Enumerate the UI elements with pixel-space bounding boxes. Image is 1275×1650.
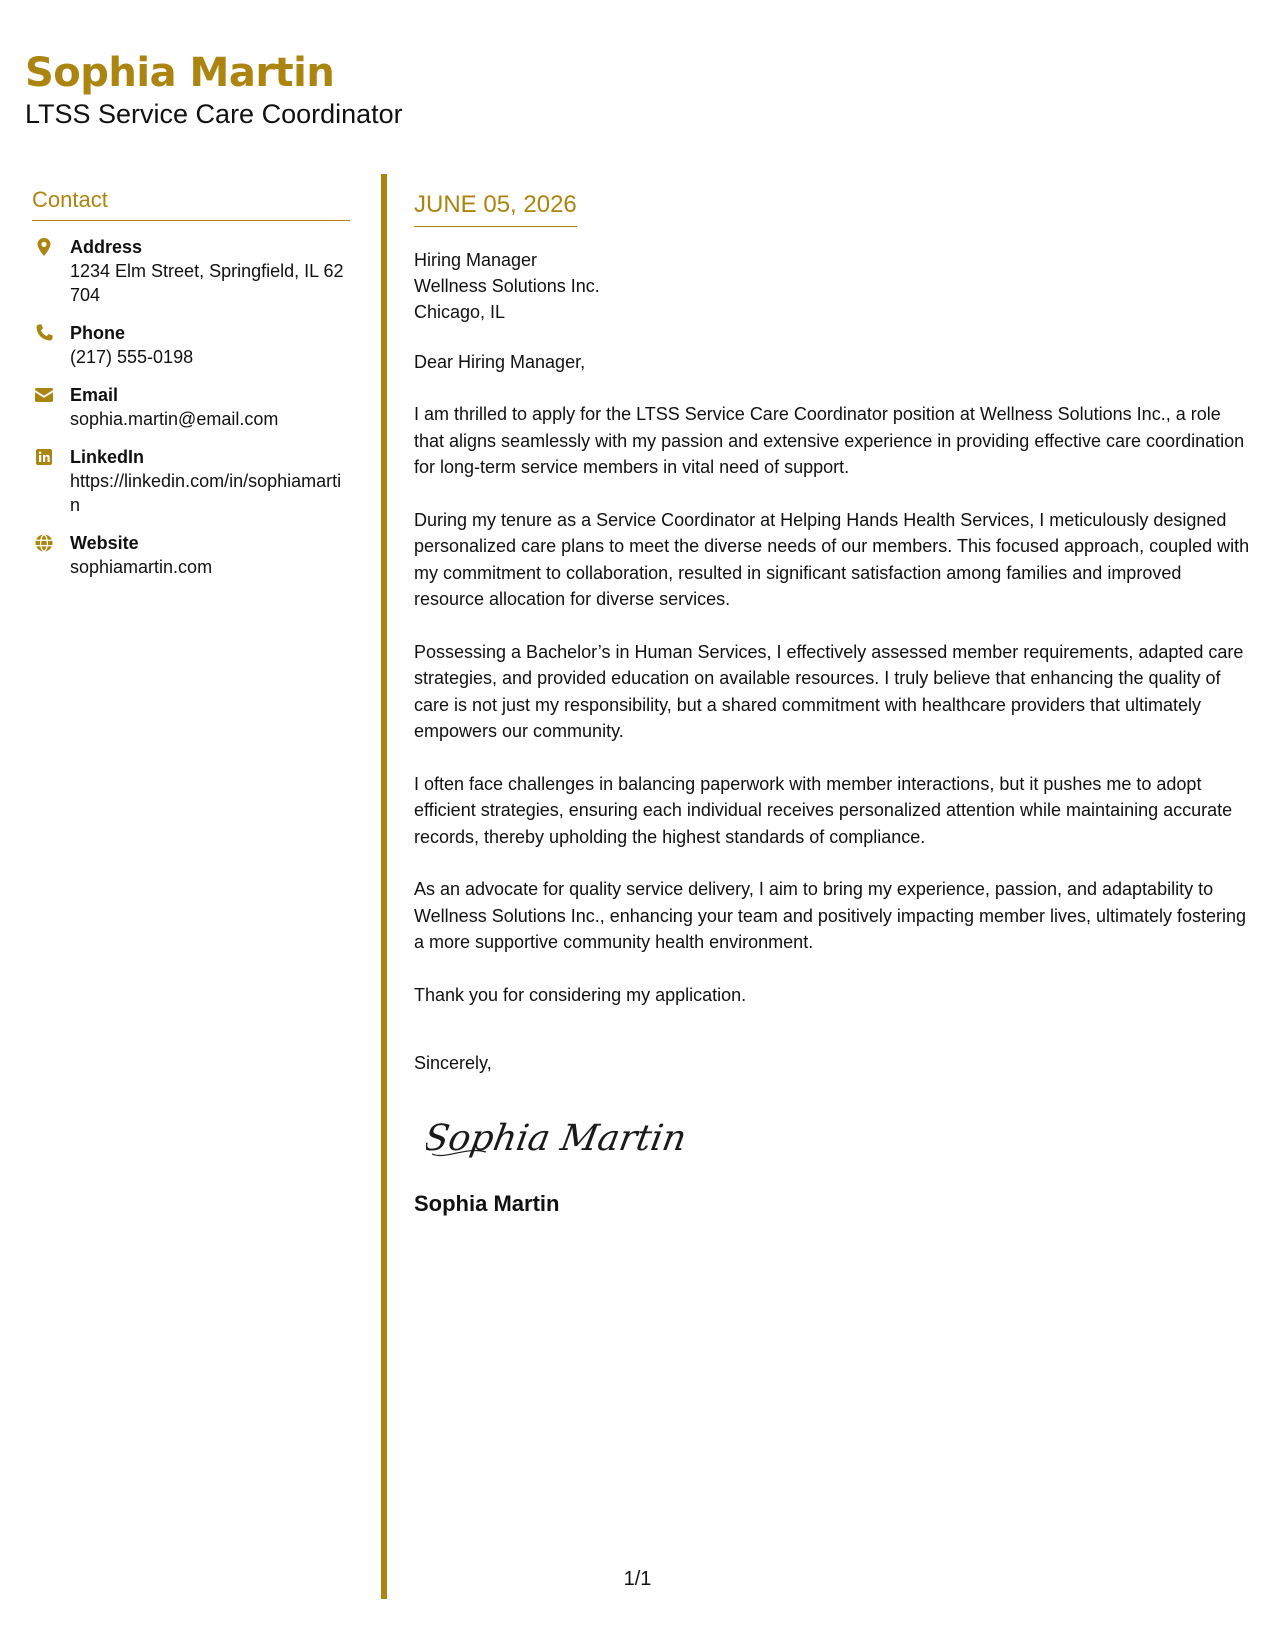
contact-address [32,235,350,307]
body-paragraph: Possessing a Bachelor’s in Human Services, I effectively assessed member requirements, adapted care strategies, and provided education on available resources. I truly believe that enhancing the quality of care is not just my responsibility, but a shared commitment with healthcare providers that ultimately empowers our community. [414,641,1244,741]
address-value: 1234 Elm Street, Springfield, IL 62704 [70,261,344,305]
applicant-name: Sophia Martin [25,50,335,96]
website-label: Website [70,533,139,553]
linkedin-icon [35,448,53,466]
recipient-block [414,247,1254,325]
map-pin-icon [35,238,53,256]
globe-icon [35,534,53,552]
letter-date: JUNE 05, 2026 [414,190,577,227]
body-paragraph: I often face challenges in balancing paperwork with member interactions, but it pushes me to adopt efficient strategies, ensuring each individual receives personalized attention while maintaining accurate records, thereby upholding the highest standards of compliance. [414,773,1233,847]
contact-website [32,531,350,579]
recipient-line: Chicago, IL [414,302,506,322]
body-paragraph: I am thrilled to apply for the LTSS Service Care Coordinator position at Wellness Solutions Inc., a role that aligns seamlessly with my passion and extensive experience in providing effective care coordination for long-term service members in vital need of support. [414,404,1245,477]
phone-value: (217) 555-0198 [70,347,194,367]
contact-linkedin [32,445,350,517]
contact-sidebar [32,186,350,579]
salutation: Dear Hiring Manager, [414,352,586,372]
recipient-line: Hiring Manager [414,250,538,270]
job-title: LTSS Service Care Coordinator [25,99,403,129]
phone-icon [35,324,53,342]
handwritten-signature [426,1106,1254,1166]
vertical-divider [381,174,387,1599]
contact-phone [32,321,350,369]
page-number: 1/1 [623,1568,652,1590]
letter-body [414,190,1254,1218]
contact-email [32,383,350,431]
email-label: Email [70,385,119,405]
closing: Sincerely, [414,1053,492,1073]
signer-name: Sophia Martin [414,1191,560,1216]
linkedin-value[interactable]: https://linkedin.com/in/sophiamartin [70,471,342,515]
website-value[interactable]: sophiamartin.com [70,557,213,577]
recipient-line: Wellness Solutions Inc. [414,276,600,296]
body-paragraph: During my tenure as a Service Coordinator at Helping Hands Health Services, I meticulously designed personalized care plans to meet the diverse needs of our members. This focused approach, coupled with my commitment to collaboration, resulted in significant satisfaction among families and improved resource allocation for diverse services. [414,509,1250,609]
letter-header [25,48,403,130]
email-value[interactable]: sophia.martin@email.com [70,409,279,429]
contact-heading: Contact [32,186,350,221]
thank-you-line: Thank you for considering my application. [414,984,747,1005]
envelope-icon [35,386,53,404]
body-paragraph: As an advocate for quality service delivery, I aim to bring my experience, passion, and adaptability to Wellness Solutions Inc., enhancing your team and positively impacting member lives, ultimately fostering a more supportive community health environment. [414,879,1247,952]
svg-text:Sophia Martin: Sophia Martin [426,1116,686,1159]
address-label: Address [70,237,143,257]
linkedin-label: LinkedIn [70,447,145,467]
phone-label: Phone [70,323,126,343]
